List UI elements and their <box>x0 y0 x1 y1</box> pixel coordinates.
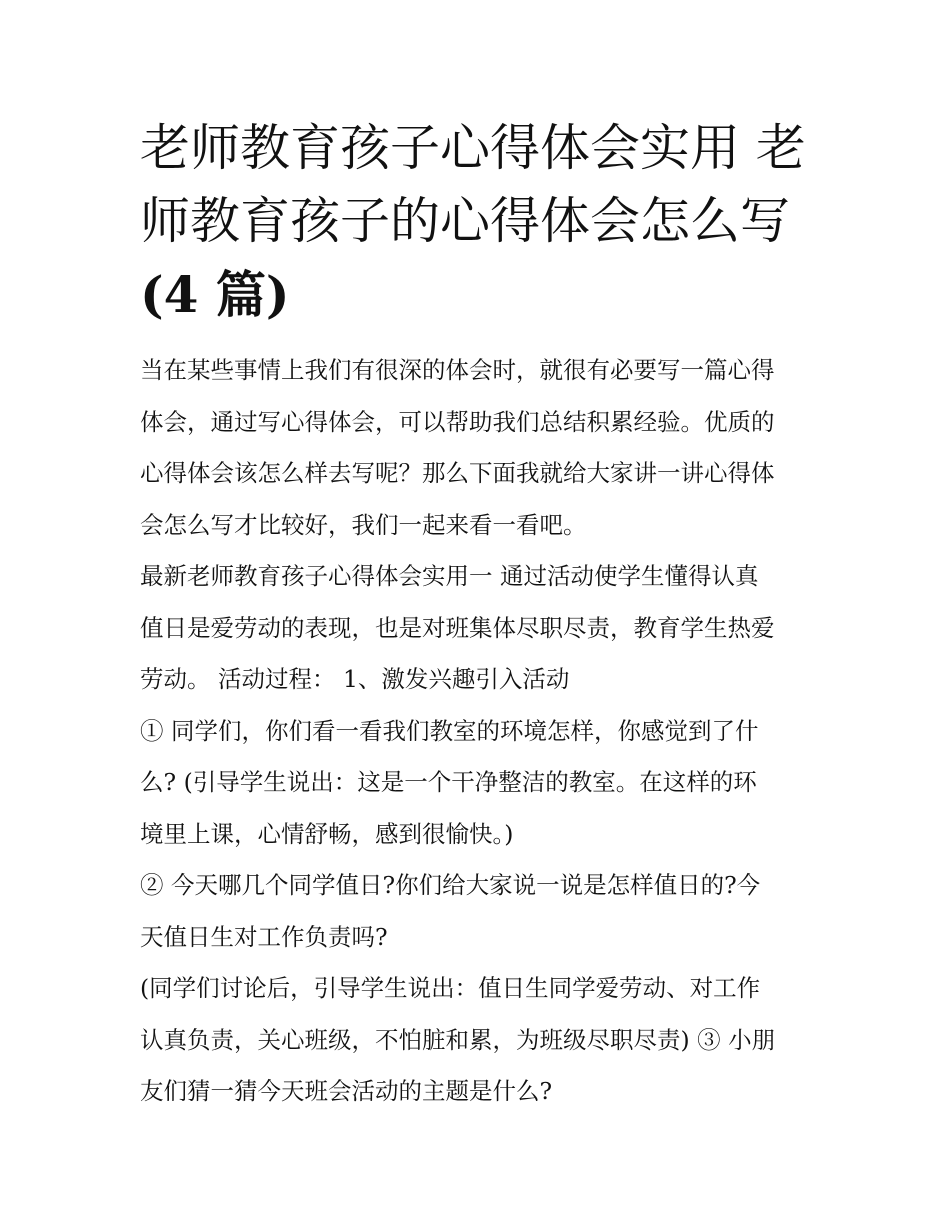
discussion-paragraph <box>140 963 820 1118</box>
text-line: 当在某些事情上我们有很深的体会时，就很有必要写一篇心得 <box>140 356 775 384</box>
text-line: 天值日生对工作负责吗? <box>140 922 388 951</box>
text-line: 值日是爱劳动的表现，也是对班集体尽职尽责，教育学生热爱 <box>140 613 775 642</box>
text-line: 认真负责，关心班级，不怕脏和累，为班级尽职尽责) ③ 小朋 <box>140 1025 776 1054</box>
section-one-paragraph <box>140 551 820 706</box>
text-line: 境里上课，心情舒畅，感到很愉快。) <box>140 819 514 848</box>
step-one-paragraph <box>140 706 820 861</box>
text-line: 最新老师教育孩子心得体会实用一 通过活动使学生懂得认真 <box>140 562 759 590</box>
text-line: (同学们讨论后，引导学生说出：值日生同学爱劳动、对工作 <box>140 974 761 1002</box>
text-line: 么? (引导学生说出：这是一个干净整洁的教室。在这样的环 <box>140 768 757 796</box>
text-line: 体会，通过写心得体会，可以帮助我们总结积累经验。优质的 <box>140 407 775 436</box>
text-line: 劳动。 活动过程： 1、激发兴趣引入活动 <box>140 665 570 693</box>
document-content <box>140 112 820 1118</box>
document-title <box>140 112 820 331</box>
intro-paragraph <box>140 345 820 551</box>
text-line: 会怎么写才比较好，我们一起来看一看吧。 <box>140 510 587 539</box>
text-line: ① 同学们，你们看一看我们教室的环境怎样，你感觉到了什 <box>140 716 759 745</box>
title-line: 老师教育孩子心得体会实用 老 <box>140 119 806 177</box>
title-line: (4 篇) <box>140 265 290 324</box>
text-line: ② 今天哪几个同学值日?你们给大家说一说是怎样值日的?今 <box>140 871 761 899</box>
step-two-paragraph <box>140 860 820 963</box>
text-line: 友们猜一猜今天班会活动的主题是什么? <box>140 1077 553 1105</box>
text-line: 心得体会该怎么样去写呢？那么下面我就给大家讲一讲心得体 <box>140 459 775 487</box>
title-line: 师教育孩子的心得体会怎么写 <box>140 192 790 250</box>
